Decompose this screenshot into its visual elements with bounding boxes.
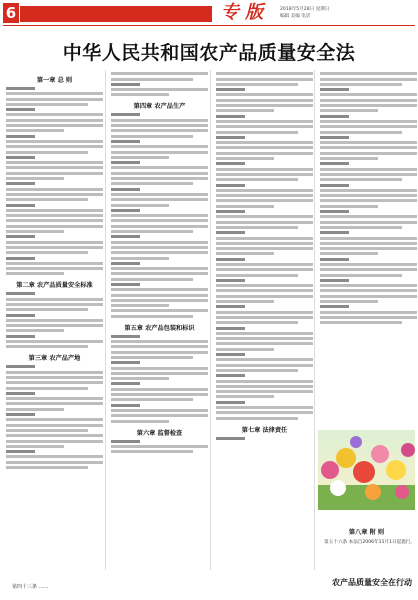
text-line — [111, 351, 208, 354]
text-line — [6, 188, 103, 191]
text-line — [320, 115, 349, 118]
text-line — [6, 92, 103, 95]
text-line — [320, 295, 417, 298]
text-line — [111, 315, 193, 318]
text-line — [111, 288, 208, 291]
text-line — [6, 445, 64, 448]
text-line — [111, 166, 208, 169]
text-line — [6, 98, 103, 101]
text-line — [216, 237, 313, 240]
page-header — [0, 0, 418, 26]
text-line — [216, 374, 245, 377]
text-line — [6, 161, 103, 164]
text-line — [6, 135, 35, 138]
footer-slogan: 农产品质量安全在行动 — [332, 578, 412, 587]
text-line — [320, 173, 417, 176]
text-line — [216, 417, 298, 420]
text-line — [111, 204, 169, 207]
text-line — [216, 115, 245, 118]
text-line — [111, 340, 208, 343]
text-line — [111, 140, 140, 143]
text-line — [6, 172, 103, 175]
text-line — [216, 380, 313, 383]
text-line — [6, 303, 103, 306]
text-line — [216, 120, 313, 123]
header-rule — [3, 25, 415, 26]
text-line — [111, 393, 208, 396]
text-line — [320, 141, 417, 144]
text-line — [320, 210, 349, 213]
chapter-heading: 第八章 附 则 — [348, 529, 385, 536]
text-line — [320, 184, 349, 187]
chapter-heading: 第五章 农产品包装和标识 — [124, 324, 195, 332]
text-line — [320, 131, 402, 134]
text-line — [216, 252, 274, 255]
text-line — [216, 385, 313, 388]
text-line — [111, 262, 140, 265]
text-line — [320, 168, 417, 171]
text-line — [216, 332, 313, 335]
flowers-photo — [318, 430, 415, 510]
text-line — [6, 429, 88, 432]
text-line — [320, 311, 417, 314]
text-line — [111, 241, 208, 244]
text-line — [111, 177, 208, 180]
text-line — [216, 221, 313, 224]
text-line — [216, 342, 313, 345]
text-line — [6, 376, 103, 379]
text-line — [6, 193, 103, 196]
text-line — [320, 109, 378, 112]
text-line — [111, 309, 208, 312]
text-line — [216, 348, 274, 351]
text-line — [111, 209, 140, 212]
text-line — [6, 450, 35, 453]
column-divider — [314, 70, 315, 570]
text-line — [320, 242, 417, 245]
text-line — [111, 404, 140, 407]
text-line — [111, 388, 208, 391]
text-line — [216, 437, 245, 440]
text-line — [6, 324, 103, 327]
effective-date-line: 第五十六条 本法自2006年11月1日起施行。 — [324, 540, 415, 545]
text-line — [111, 219, 208, 222]
article-title: 中华人民共和国农产品质量安全法 — [62, 42, 356, 64]
column-divider — [105, 70, 106, 570]
text-line — [6, 87, 35, 90]
text-line — [216, 104, 313, 107]
text-line — [320, 93, 417, 96]
text-line — [216, 93, 313, 96]
text-line — [6, 434, 103, 437]
text-line — [6, 166, 103, 169]
text-line — [320, 83, 402, 86]
text-line — [216, 162, 245, 165]
editor-line: 编辑 美编 电话 — [280, 14, 311, 19]
text-line — [216, 327, 245, 330]
text-line — [216, 109, 274, 112]
text-line — [111, 156, 169, 159]
signoff — [318, 522, 415, 546]
text-line — [111, 283, 140, 286]
text-line — [320, 104, 417, 107]
text-line — [320, 215, 417, 218]
text-line — [111, 440, 140, 443]
text-line — [111, 129, 208, 132]
text-line — [216, 141, 313, 144]
text-line — [111, 335, 140, 338]
text-column-4 — [320, 70, 417, 425]
text-line — [320, 305, 349, 308]
text-line — [111, 113, 140, 116]
text-line — [6, 298, 103, 301]
text-line — [320, 88, 349, 91]
text-line — [216, 401, 245, 404]
column-divider — [210, 70, 211, 570]
text-line — [320, 316, 417, 319]
text-line — [216, 305, 245, 308]
text-line — [111, 372, 208, 375]
text-line — [111, 398, 193, 401]
text-column-3 — [216, 70, 313, 560]
chapter-heading: 第六章 监督检查 — [136, 429, 183, 437]
text-line — [320, 152, 417, 155]
text-line — [320, 99, 417, 102]
text-line — [111, 88, 208, 91]
text-line — [320, 237, 417, 240]
text-line — [216, 83, 298, 86]
text-line — [6, 246, 103, 249]
text-line — [6, 241, 103, 244]
text-line — [111, 272, 208, 275]
text-line — [111, 83, 140, 86]
text-line — [6, 402, 103, 405]
issue-date: 2018年5月28日 星期日 — [280, 7, 330, 12]
text-line — [111, 235, 140, 238]
text-line — [216, 316, 313, 319]
text-line — [111, 198, 208, 201]
text-line — [6, 151, 88, 154]
text-line — [111, 445, 208, 448]
text-line — [111, 361, 140, 364]
text-line — [216, 173, 313, 176]
text-line — [216, 88, 245, 91]
text-line — [6, 319, 103, 322]
text-line — [6, 292, 35, 295]
text-line — [6, 140, 103, 143]
text-line — [216, 321, 298, 324]
text-line — [6, 119, 103, 122]
text-line — [6, 371, 103, 374]
text-line — [111, 409, 208, 412]
text-line — [216, 168, 313, 171]
text-line — [6, 257, 35, 260]
text-line — [6, 340, 103, 343]
chapter-heading: 第三章 农产品产地 — [28, 355, 81, 363]
text-line — [6, 345, 88, 348]
text-line — [216, 263, 313, 266]
text-line — [216, 279, 245, 282]
text-line — [320, 289, 417, 292]
text-line — [111, 214, 208, 217]
text-column-1 — [6, 70, 103, 560]
text-line — [216, 247, 313, 250]
text-line — [6, 413, 35, 416]
text-line — [216, 411, 313, 414]
text-line — [6, 461, 103, 464]
chapter-heading: 第一章 总 则 — [36, 77, 73, 84]
flowers-illustration — [318, 430, 415, 510]
text-line — [111, 367, 208, 370]
text-line — [111, 230, 193, 233]
text-line — [320, 231, 349, 234]
chapter-heading: 第四章 农产品生产 — [133, 103, 186, 111]
text-line — [6, 408, 64, 411]
text-line — [320, 321, 402, 324]
text-line — [6, 182, 35, 185]
text-line — [216, 78, 313, 81]
text-line — [6, 308, 88, 311]
text-line — [111, 193, 208, 196]
text-line — [216, 337, 313, 340]
text-line — [111, 356, 193, 359]
text-line — [216, 242, 313, 245]
text-line — [320, 157, 378, 160]
text-line — [6, 145, 103, 148]
text-line — [216, 395, 274, 398]
text-line — [111, 420, 169, 423]
text-line — [6, 209, 103, 212]
text-line — [320, 300, 378, 303]
text-line — [111, 246, 208, 249]
text-line — [6, 314, 35, 317]
text-line — [111, 382, 140, 385]
text-line — [6, 108, 35, 111]
text-line — [111, 151, 208, 154]
text-line — [320, 194, 417, 197]
text-line — [216, 146, 313, 149]
text-line — [6, 156, 35, 159]
text-line — [216, 226, 298, 229]
text-line — [6, 204, 35, 207]
text-line — [6, 198, 88, 201]
text-line — [111, 278, 193, 281]
text-line — [6, 225, 103, 228]
text-line — [320, 205, 378, 208]
section-title: 专 版 — [212, 2, 272, 24]
text-line — [6, 124, 103, 127]
text-line — [6, 365, 35, 368]
text-line — [6, 424, 103, 427]
text-line — [216, 231, 245, 234]
text-line — [216, 72, 313, 75]
text-line — [320, 189, 417, 192]
text-line — [320, 252, 378, 255]
text-line — [111, 145, 208, 148]
text-line — [216, 157, 274, 160]
text-line — [320, 279, 349, 282]
text-line — [216, 300, 274, 303]
text-line — [216, 136, 245, 139]
text-line — [6, 335, 35, 338]
text-line — [111, 414, 208, 417]
page-footer — [0, 575, 418, 600]
text-line — [6, 392, 35, 395]
text-line — [111, 119, 208, 122]
chapter-heading: 第七章 法律责任 — [241, 426, 288, 434]
text-line — [216, 125, 313, 128]
text-line — [320, 268, 417, 271]
text-line — [6, 381, 103, 384]
text-line — [320, 78, 417, 81]
text-line — [216, 210, 245, 213]
text-line — [111, 304, 169, 307]
text-line — [216, 284, 313, 287]
text-line — [111, 267, 208, 270]
text-line — [320, 221, 417, 224]
text-line — [320, 226, 402, 229]
text-line — [320, 162, 349, 165]
text-line — [6, 272, 64, 275]
text-line — [111, 345, 208, 348]
text-line — [111, 251, 208, 254]
text-line — [6, 329, 64, 332]
text-line — [216, 258, 245, 261]
text-line — [6, 262, 103, 265]
page-number: 6 — [3, 3, 19, 23]
text-line — [111, 172, 208, 175]
text-line — [6, 177, 64, 180]
text-line — [216, 178, 298, 181]
text-line — [111, 161, 140, 164]
text-line — [6, 387, 88, 390]
text-line — [111, 450, 193, 453]
text-line — [6, 235, 35, 238]
text-line — [6, 214, 103, 217]
text-line — [216, 189, 313, 192]
text-line — [216, 369, 298, 372]
text-line — [111, 257, 169, 260]
text-line — [111, 377, 169, 380]
text-line — [6, 440, 103, 443]
text-line — [111, 182, 193, 185]
text-line — [216, 364, 313, 367]
text-column-2 — [111, 70, 208, 560]
text-line — [320, 146, 417, 149]
text-line — [216, 358, 313, 361]
text-line — [320, 199, 417, 202]
text-line — [216, 274, 298, 277]
text-line — [111, 93, 169, 96]
text-line — [216, 406, 313, 409]
text-line — [6, 418, 103, 421]
text-line — [6, 103, 88, 106]
text-line — [320, 136, 349, 139]
text-line — [320, 125, 417, 128]
text-line — [216, 311, 313, 314]
text-line — [320, 178, 402, 181]
text-line — [6, 219, 103, 222]
text-line — [216, 353, 245, 356]
text-line — [6, 397, 103, 400]
text-line — [111, 294, 208, 297]
text-line — [111, 135, 193, 138]
text-line — [216, 390, 313, 393]
text-line — [111, 299, 208, 302]
header-meta — [280, 6, 418, 20]
text-line — [6, 113, 103, 116]
text-line — [6, 230, 64, 233]
text-line — [111, 72, 208, 75]
text-line — [216, 295, 313, 298]
text-line — [320, 120, 417, 123]
header-band — [20, 6, 234, 22]
text-line — [216, 205, 274, 208]
text-line — [111, 78, 193, 81]
text-line — [216, 194, 313, 197]
text-line — [111, 124, 208, 127]
text-line — [216, 152, 313, 155]
text-line — [320, 274, 402, 277]
text-line — [6, 129, 64, 132]
text-line — [6, 267, 103, 270]
text-line — [216, 268, 313, 271]
footer-text: 第四十三条 …… — [12, 584, 49, 590]
text-line — [6, 251, 88, 254]
text-line — [216, 131, 298, 134]
text-line — [111, 188, 140, 191]
text-line — [216, 199, 313, 202]
text-line — [320, 247, 417, 250]
text-line — [320, 284, 417, 287]
text-line — [320, 258, 349, 261]
text-line — [216, 215, 313, 218]
text-line — [6, 466, 88, 469]
chapter-heading: 第二章 农产品质量安全标准 — [16, 282, 93, 290]
text-line — [111, 225, 208, 228]
text-line — [216, 289, 313, 292]
text-line — [216, 99, 313, 102]
text-line — [320, 72, 417, 75]
text-line — [216, 184, 245, 187]
text-line — [320, 263, 417, 266]
text-line — [6, 455, 103, 458]
